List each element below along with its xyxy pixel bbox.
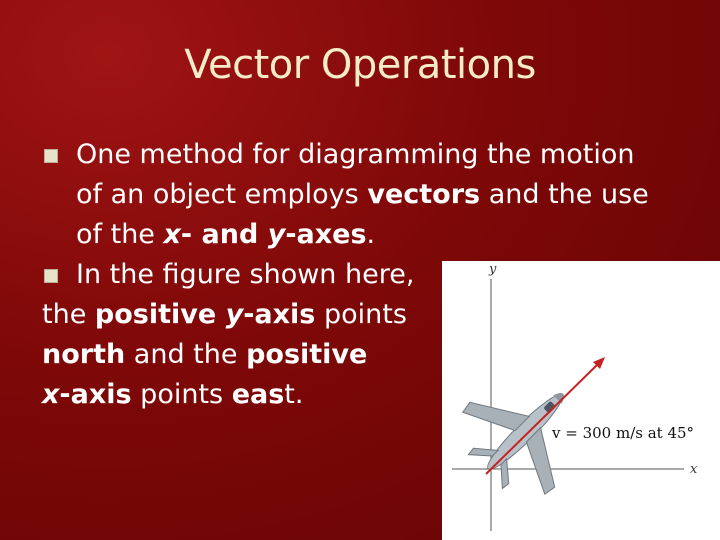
text-run: of the [76,219,164,250]
text-run-bold: positive [94,299,226,330]
bullet-square-icon [44,269,58,283]
bullet-1-line-3 [76,215,682,255]
text-run-bold-italic: y [225,299,244,330]
text-run-bold-italic: x [42,379,60,410]
text-run-bold: eas [231,379,285,410]
y-axis-label: y [489,262,497,277]
text-run-bold: vectors [367,179,481,210]
text-run: of an object employs [76,179,368,210]
velocity-label: v = 300 m/s at 45° [552,424,695,442]
text-run: points [315,299,407,330]
bullet-item-1 [42,135,682,255]
bullet-1-line-1: One method for diagramming the motion [76,139,635,170]
vector-figure [442,261,720,540]
text-run-bold: -axis [243,299,316,330]
bullet-square-icon [44,149,58,163]
text-run-bold-italic: y [267,219,286,250]
text-run: and the [125,339,247,370]
text-run: . [366,219,376,250]
text-run-bold: -axis [59,379,132,410]
text-run: and the use [480,179,649,210]
x-axis-label: x [690,462,698,477]
text-run: t. [284,379,304,410]
text-run-bold: -axes [285,219,367,250]
bullet-1-line-2 [76,175,682,215]
text-run: points [131,379,232,410]
text-run-bold: positive [246,339,368,370]
text-run-bold: north [42,339,126,370]
text-run: the [42,299,95,330]
text-run-bold-italic: x [163,219,181,250]
slide-title: Vector Operations [184,42,536,88]
text-run-bold: - and [180,219,268,250]
bullet-2-line-1: In the figure shown here, [76,259,415,290]
vector-diagram [442,261,720,540]
